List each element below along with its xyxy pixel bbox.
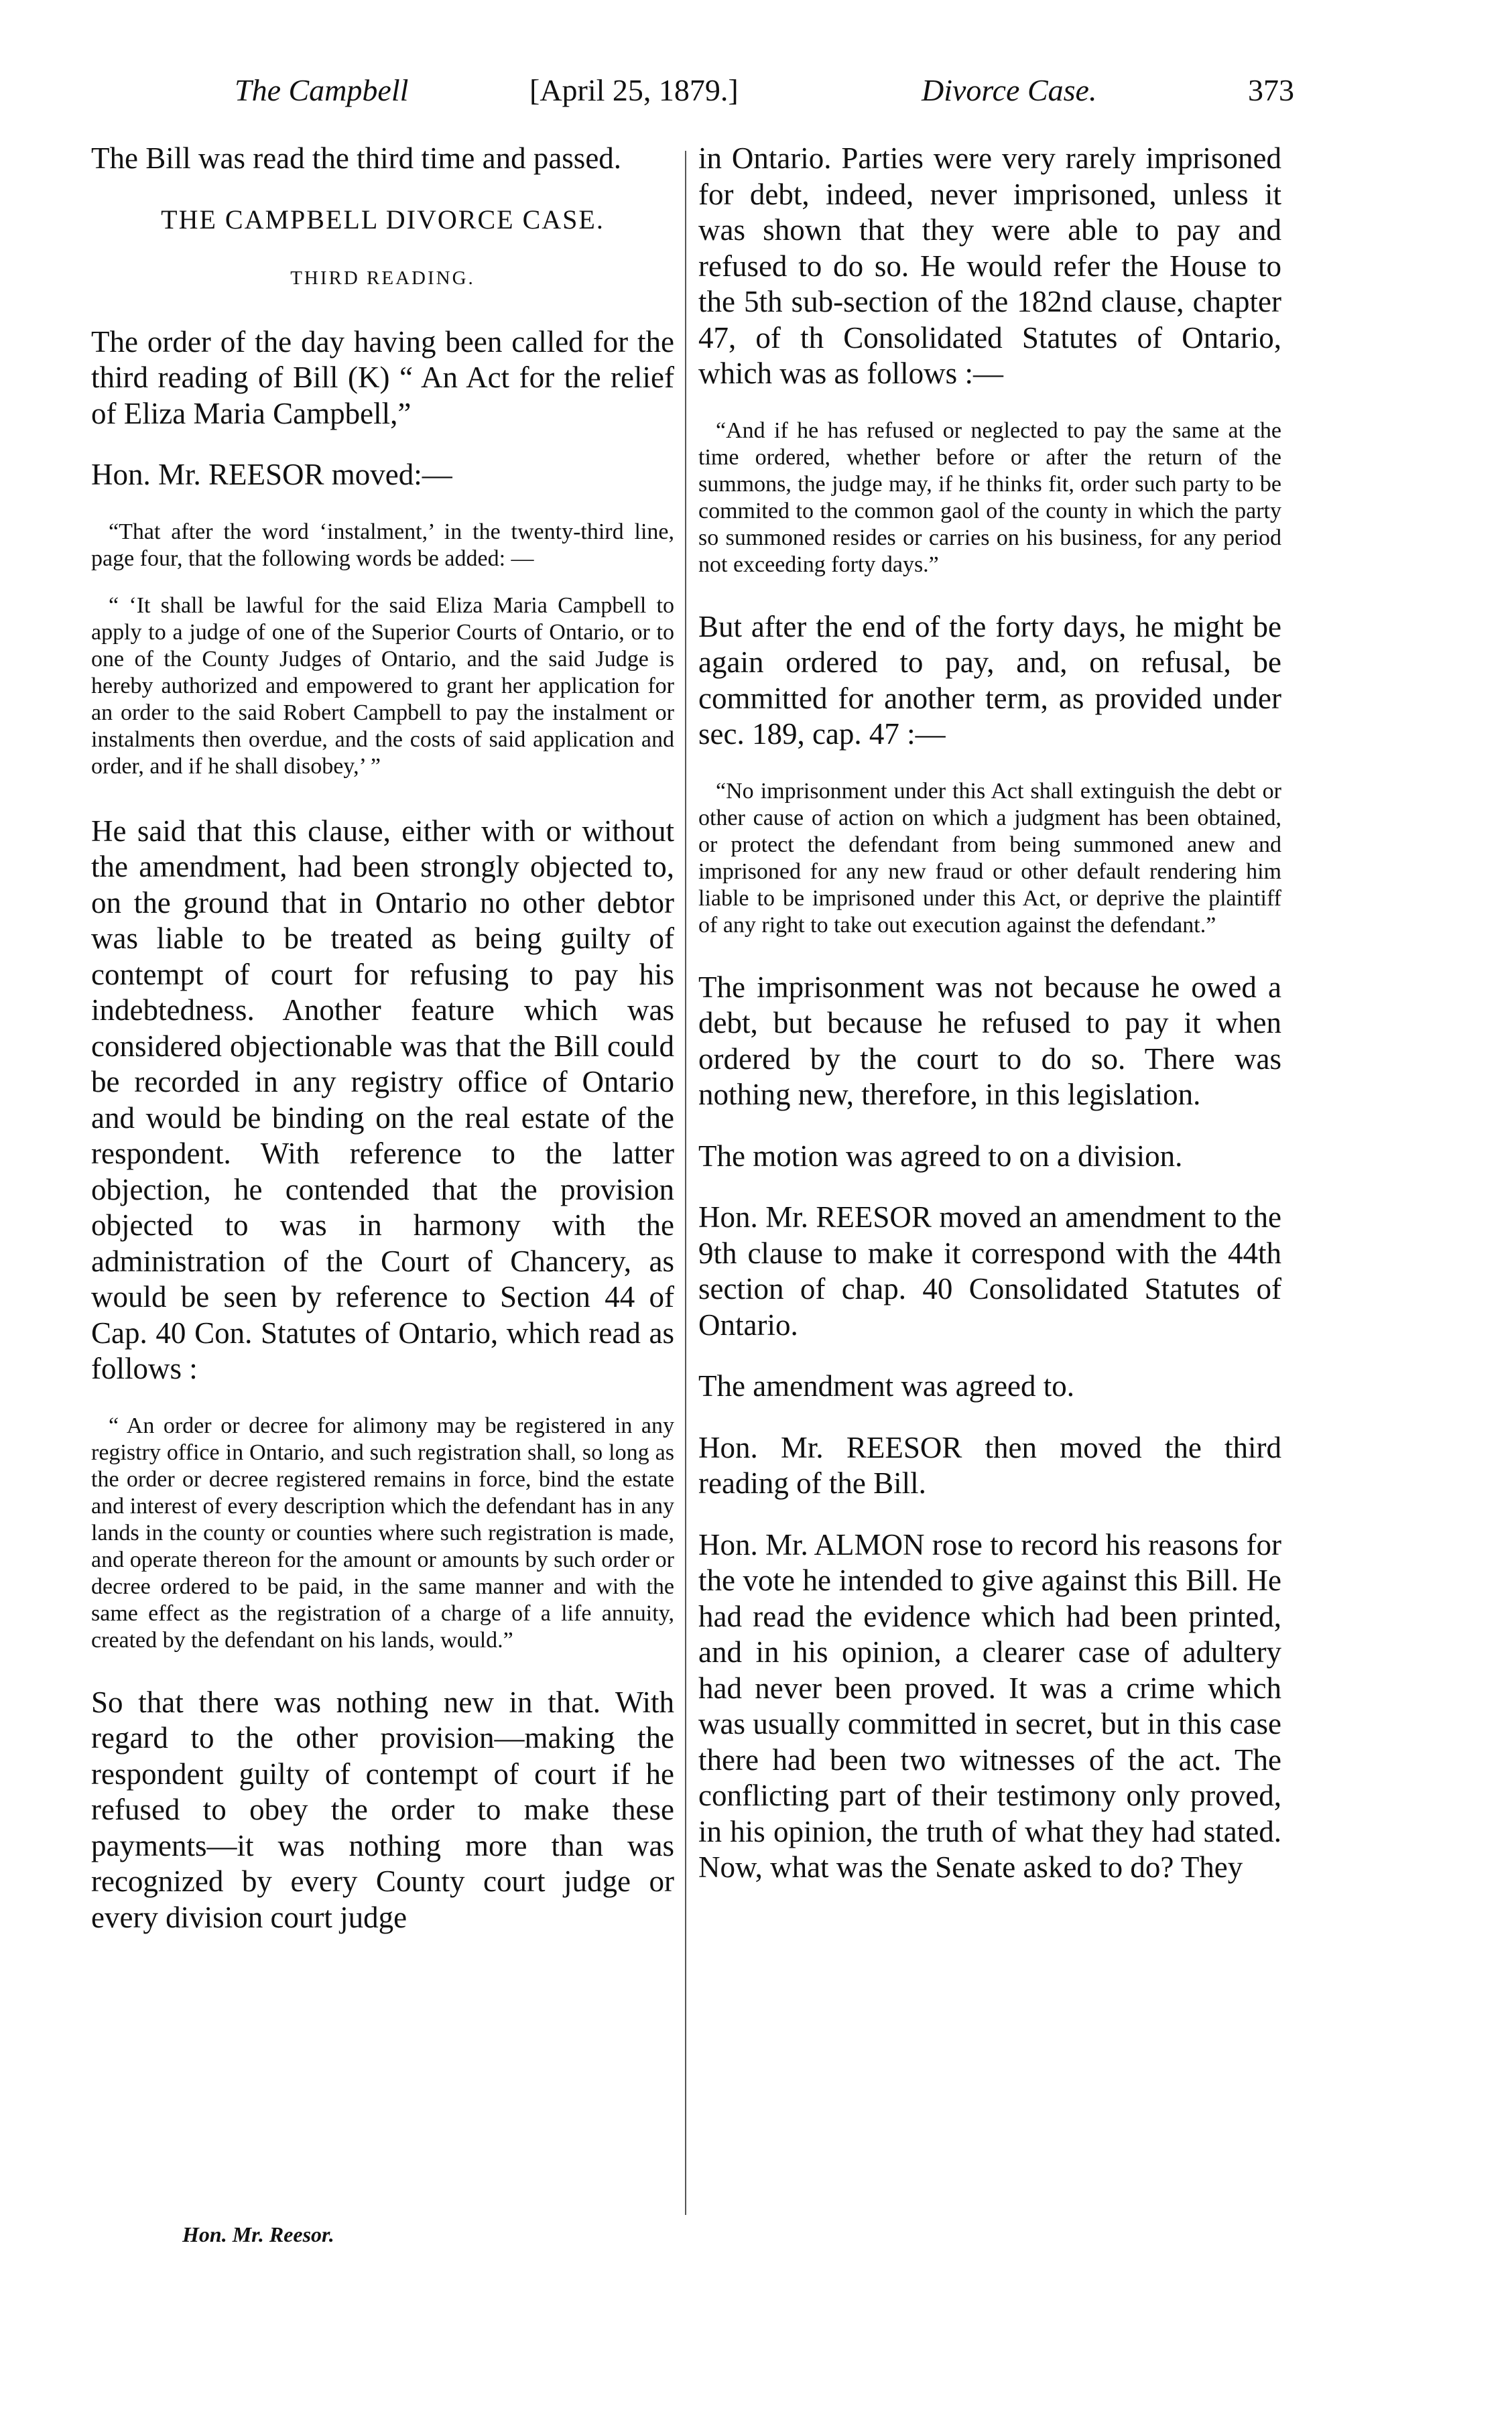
paragraph: The Bill was read the third time and passed. <box>91 141 622 175</box>
paragraph: The order of the day having been called for the third reading of Bill (K) “ An Act for the relief of Eliza Maria Campbell,” <box>91 324 674 430</box>
paragraph: The motion was agreed to on a division. <box>698 1139 1183 1173</box>
paragraph: So that there was nothing new in that. With regard to the other provision—making the respondent guilty of contempt of court if he refused to obey the order to make these payments—it was nothing more than was recognized by every County court judge or every division court judge <box>91 1685 674 1934</box>
quotation: “That after the word ‘instalment,’ in the twenty-third line, page four, that the following words be added: — <box>91 519 674 571</box>
left-column <box>91 141 674 1961</box>
quotation: “No imprisonment under this Act shall extinguish the debt or other cause of action on which a judgment has been obtained, or protect the defendant from being summoned anew and imprisoned for any new fraud or other default rendering him liable to be imprisoned under this Act, or deprive the plaintiff of any right to take out execution against the defendant.” <box>698 778 1281 938</box>
running-header <box>0 72 1512 126</box>
paragraph: The amendment was agreed to. <box>698 1369 1075 1403</box>
quotation: “ ‘It shall be lawful for the said Eliza Maria Campbell to apply to a judge of one of the Superior Courts of Ontario, or to one of the County Judges of Ontario, and the said Judge is hereby authorized and empowered to grant her application for an order to the said Robert Campbell to pay the instalment or instalments then overdue, and the costs of said application and order, and if he shall disobey,’ ” <box>91 592 674 779</box>
column-divider <box>685 151 686 2215</box>
page-number: 373 <box>1248 73 1294 107</box>
paragraph: Hon. Mr. REESOR then moved the third reading of the Bill. <box>698 1430 1281 1500</box>
paragraph: Hon. Mr. REESOR moved an amendment to the 9th clause to make it correspond with the 44th section of chap. 40 Consolidated Statutes of Ontario. <box>698 1200 1281 1342</box>
paragraph: The imprisonment was not because he owed a debt, but because he refused to pay it when ordered by the court to do so. There was nothing new, therefore, in this legislation. <box>698 970 1281 1111</box>
right-column <box>698 141 1281 1911</box>
quotation: “And if he has refused or neglected to pay the same at the time ordered, whether before or after the return of the summons, the judge may, if he thinks fit, order such party to be commited to the common gaol of the county in which the party so summoned resides or carries on his business, for any period not exceeding forty days.” <box>698 418 1281 577</box>
paragraph: in Ontario. Parties were very rarely imprisoned for debt, indeed, never imprisoned, unless it was shown that they were able to pay and refused to do so. He would refer the House to the 5th sub-section of the 182nd clause, chapter 47, of th Consolidated Statutes of Ontario, which was as follows :— <box>698 141 1281 390</box>
paragraph: Hon. Mr. REESOR moved:— <box>91 458 452 491</box>
header-left-title: The Campbell <box>235 73 409 107</box>
section-subheading: THIRD READING. <box>290 267 475 289</box>
paragraph: But after the end of the forty days, he might be again ordered to pay, and, on refusal, be committed for another term, as provided under sec. 189, cap. 47 :— <box>698 609 1281 751</box>
paragraph: Hon. Mr. ALMON rose to record his reasons for the vote he intended to give against this Bill. He had read the evidence which had been printed, and in his opinion, a clearer case of adultery had never been proved. It was a crime which was usually committed in secret, but in this case there had been two witnesses of the act. The conflicting part of their testimony only proved, in his opinion, the truth of what they had stated. Now, what was the Senate asked to do? They <box>698 1527 1281 1884</box>
quotation: “ An order or decree for alimony may be registered in any registry office in Ontario, and such registration shall, so long as the order or decree registered remains in force, bind the estate and interest of every description which the defendant has in any lands in the county or counties where such registration is made, and operate thereon for the amount or amounts by such order or decree ordered to be paid, in the same manner and with the same effect as the registration of a charge of a life annuity, created by the defendant on his lands, would.” <box>91 1413 674 1653</box>
section-heading: THE CAMPBELL DIVORCE CASE. <box>161 204 605 235</box>
speaker-footer: Hon. Mr. Reesor. <box>182 2222 334 2246</box>
header-date: [April 25, 1879.] <box>529 73 739 107</box>
paragraph: He said that this clause, either with or without the amendment, had been strongly objected to, on the ground that in Ontario no other debtor was liable to be treated as being guilty of contempt of court for refusing to pay his indebtedness. Another feature which was considered objectionable was that the Bill could be recorded in any registry office of Ontario and would be binding on the real estate of the respondent. With reference to the latter objection, he contended that the provision objected to was in harmony with the administration of the Court of Chancery, as would be seen by reference to Section 44 of Cap. 40 Con. Statutes of Ontario, which read as follows : <box>91 814 674 1385</box>
header-right-title: Divorce Case. <box>922 73 1097 107</box>
